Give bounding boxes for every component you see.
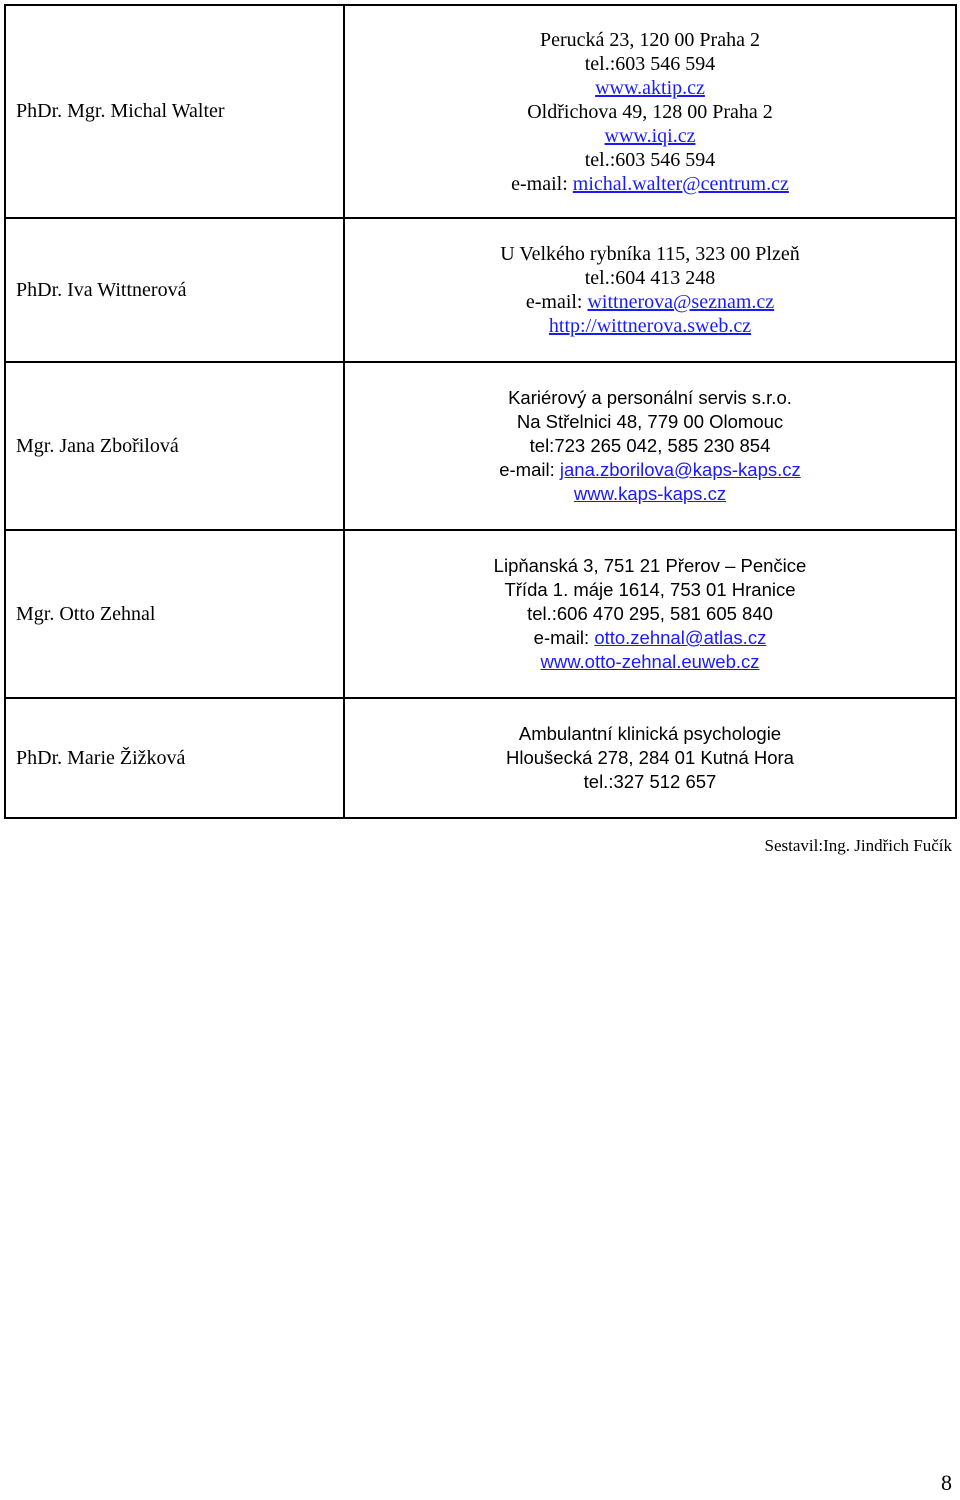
email-label: e-mail: bbox=[499, 459, 560, 480]
email-label: e-mail: bbox=[533, 627, 595, 648]
table-row bbox=[5, 530, 956, 698]
email-label: e-mail: bbox=[511, 172, 573, 195]
company-line: Kariérový a personální servis s.r.o. bbox=[508, 387, 792, 408]
contact-info bbox=[344, 530, 956, 698]
address-line: Na Střelnici 48, 779 00 Olomouc bbox=[516, 411, 784, 432]
website-link[interactable]: www.aktip.cz bbox=[595, 76, 705, 99]
contact-info bbox=[344, 698, 956, 818]
contact-name: PhDr. Marie Žižková bbox=[5, 698, 344, 818]
address-line: U Velkého rybníka 115, 323 00 Plzeň bbox=[500, 243, 800, 265]
website-link[interactable]: www.otto-zehnal.euweb.cz bbox=[540, 651, 760, 672]
author-credit: Sestavil:Ing. Jindřich Fučík bbox=[764, 836, 952, 855]
phone-line: tel.:606 470 295, 581 605 840 bbox=[527, 603, 773, 624]
contact-info bbox=[344, 218, 956, 362]
phone-line: tel.:604 413 248 bbox=[584, 267, 716, 289]
table-row bbox=[5, 218, 956, 362]
contact-name: PhDr. Iva Wittnerová bbox=[5, 218, 344, 362]
contact-table bbox=[4, 4, 957, 819]
address-line: Perucká 23, 120 00 Praha 2 bbox=[540, 28, 760, 51]
phone-line: tel.:603 546 594 bbox=[584, 52, 716, 75]
contact-info bbox=[344, 5, 956, 218]
address-line: Hloušecká 278, 284 01 Kutná Hora bbox=[506, 747, 794, 768]
table-row bbox=[5, 5, 956, 218]
contact-name: Mgr. Otto Zehnal bbox=[5, 530, 344, 698]
website-link[interactable]: http://wittnerova.sweb.cz bbox=[548, 315, 752, 337]
email-link[interactable]: jana.zborilova@kaps-kaps.cz bbox=[559, 459, 801, 480]
address-line: Lipňanská 3, 751 21 Přerov – Penčice bbox=[493, 555, 807, 576]
page-number: 8 bbox=[941, 1470, 952, 1495]
table-row bbox=[5, 698, 956, 818]
phone-line: tel.:603 546 594 bbox=[584, 148, 716, 171]
contact-name: Mgr. Jana Zbořilová bbox=[5, 362, 344, 530]
email-label: e-mail: bbox=[525, 291, 588, 313]
website-link[interactable]: www.kaps-kaps.cz bbox=[573, 483, 727, 504]
address-line: Oldřichova 49, 128 00 Praha 2 bbox=[527, 100, 773, 123]
phone-line: tel:723 265 042, 585 230 854 bbox=[529, 435, 771, 456]
email-link[interactable]: otto.zehnal@atlas.cz bbox=[594, 627, 767, 648]
contact-name: PhDr. Mgr. Michal Walter bbox=[5, 5, 344, 218]
table-row bbox=[5, 362, 956, 530]
contact-info bbox=[344, 362, 956, 530]
email-link[interactable]: wittnerova@seznam.cz bbox=[587, 291, 775, 313]
address-line: Třída 1. máje 1614, 753 01 Hranice bbox=[504, 579, 796, 600]
email-link[interactable]: michal.walter@centrum.cz bbox=[572, 172, 789, 195]
website-link[interactable]: www.iqi.cz bbox=[604, 124, 696, 147]
phone-line: tel.:327 512 657 bbox=[583, 771, 717, 792]
specialty-line: Ambulantní klinická psychologie bbox=[518, 723, 782, 744]
